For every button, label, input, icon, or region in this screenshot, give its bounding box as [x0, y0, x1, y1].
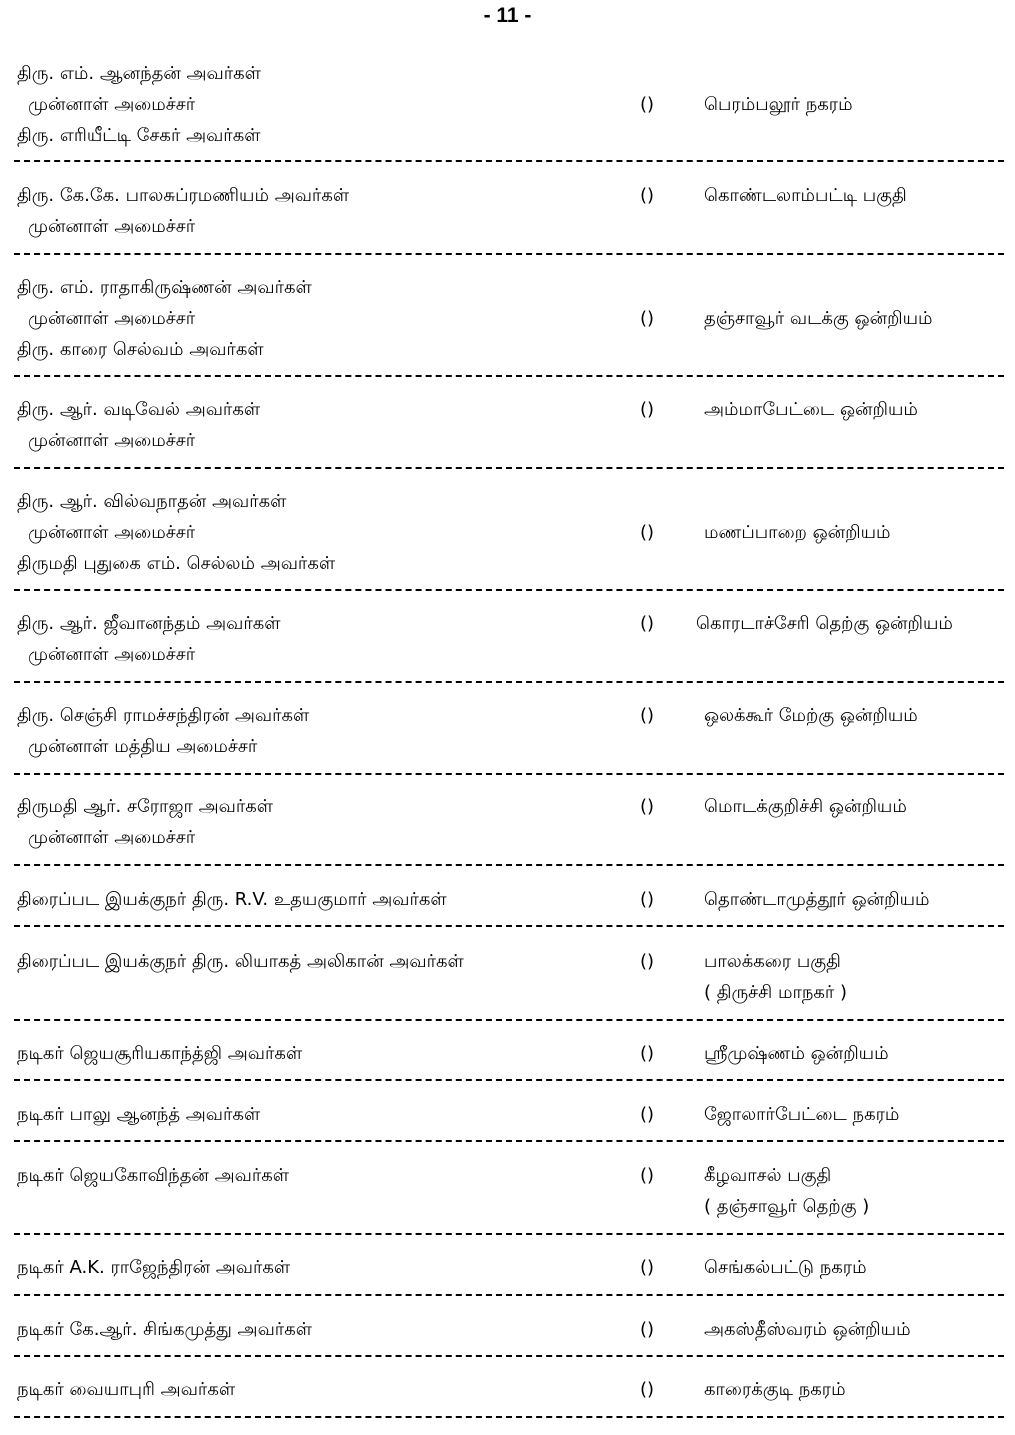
place-name: பாலக்கரை பகுதி	[704, 951, 841, 972]
place-name: கீழவாசல் பகுதி	[704, 1165, 832, 1186]
separator-mark: ()	[640, 399, 655, 420]
person-name: திரு. எம். ராதாகிருஷ்ணன் அவர்கள்	[17, 277, 312, 298]
divider-line	[14, 1416, 1004, 1418]
person-name: நடிகர் A.K. ராஜேந்திரன் அவர்கள்	[17, 1257, 291, 1278]
place-name: கொரடாச்சேரி தெற்கு ஒன்றியம்	[696, 613, 953, 634]
person-name: திரு. செஞ்சி ராமச்சந்திரன் அவர்கள்	[17, 705, 310, 726]
place-name: அம்மாபேட்டை ஒன்றியம்	[704, 399, 918, 420]
separator-mark: ()	[640, 1319, 655, 1340]
divider-line	[14, 773, 1004, 775]
person-title: முன்னாள் அமைச்சர்	[28, 308, 196, 329]
divider-line	[14, 1355, 1004, 1357]
person-name: திருமதி ஆர். சரோஜா அவர்கள்	[17, 796, 273, 817]
person-name-secondary: திரு. காரை செல்வம் அவர்கள்	[17, 339, 264, 360]
place-name: செங்கல்பட்டு நகரம்	[704, 1257, 867, 1278]
place-name: ஜோலார்பேட்டை நகரம்	[704, 1104, 900, 1125]
divider-line	[14, 1140, 1004, 1142]
place-name: தொண்டாமுத்தூர் ஒன்றியம்	[704, 889, 930, 910]
person-title: முன்னாள் மத்திய அமைச்சர்	[28, 736, 258, 757]
divider-line	[14, 160, 1004, 162]
separator-mark: ()	[640, 94, 655, 115]
place-name: தஞ்சாவூர் வடக்கு ஒன்றியம்	[704, 308, 933, 329]
person-name: திரைப்பட இயக்குநர் திரு. R.V. உதயகுமார் அவர்கள்	[17, 889, 447, 910]
separator-mark: ()	[640, 1165, 655, 1186]
separator-mark: ()	[640, 889, 655, 910]
person-title: முன்னாள் அமைச்சர்	[28, 430, 196, 451]
person-name: திரு. ஆர். வடிவேல் அவர்கள்	[17, 399, 261, 420]
person-title: முன்னாள் அமைச்சர்	[28, 522, 196, 543]
divider-line	[14, 589, 1004, 591]
place-name: கொண்டலாம்பட்டி பகுதி	[704, 185, 907, 206]
person-name: நடிகர் பாலு ஆனந்த் அவர்கள்	[17, 1104, 261, 1125]
separator-mark: ()	[640, 1257, 655, 1278]
divider-line	[14, 864, 1004, 866]
place-name: மணப்பாறை ஒன்றியம்	[704, 522, 891, 543]
separator-mark: ()	[640, 613, 655, 634]
divider-line	[14, 925, 1004, 927]
place-note: ( தஞ்சாவூர் தெற்கு )	[704, 1196, 870, 1217]
divider-line	[14, 1233, 1004, 1235]
person-name: நடிகர் கே.ஆர். சிங்கமுத்து அவர்கள்	[17, 1319, 312, 1340]
person-name: திரு. ஆர். வில்வநாதன் அவர்கள்	[17, 491, 287, 512]
person-name: திரைப்பட இயக்குநர் திரு. லியாகத் அலிகான் அவர்கள்	[17, 951, 464, 972]
person-name: நடிகர் ஜெயசூரியகாந்த்ஜி அவர்கள்	[17, 1043, 303, 1064]
separator-mark: ()	[640, 705, 655, 726]
person-name-secondary: திரு. எரியீட்டி சேகர் அவர்கள்	[17, 125, 261, 146]
person-name: திரு. எம். ஆனந்தன் அவர்கள்	[17, 63, 261, 84]
person-title: முன்னாள் அமைச்சர்	[28, 94, 196, 115]
divider-line	[14, 1294, 1004, 1296]
separator-mark: ()	[640, 796, 655, 817]
divider-line	[14, 681, 1004, 683]
person-title: முன்னாள் அமைச்சர்	[28, 216, 196, 237]
place-name: ஸ்ரீமுஷ்ணம் ஒன்றியம்	[704, 1043, 889, 1064]
separator-mark: ()	[640, 185, 655, 206]
separator-mark: ()	[640, 1104, 655, 1125]
separator-mark: ()	[640, 1043, 655, 1064]
place-name: பெரம்பலூர் நகரம்	[704, 94, 853, 115]
person-title: முன்னாள் அமைச்சர்	[28, 644, 196, 665]
separator-mark: ()	[640, 308, 655, 329]
person-name: நடிகர் ஜெயகோவிந்தன் அவர்கள்	[17, 1165, 289, 1186]
divider-line	[14, 1019, 1004, 1021]
person-name: திரு. ஆர். ஜீவானந்தம் அவர்கள்	[17, 613, 281, 634]
page-number: - 11 -	[483, 4, 532, 27]
person-name-secondary: திருமதி புதுகை எம். செல்லம் அவர்கள்	[17, 553, 336, 574]
person-name: நடிகர் வையாபுரி அவர்கள்	[17, 1379, 236, 1400]
divider-line	[14, 253, 1004, 255]
separator-mark: ()	[640, 522, 655, 543]
place-name: அகஸ்தீஸ்வரம் ஒன்றியம்	[704, 1319, 911, 1340]
person-name: திரு. கே.கே. பாலசுப்ரமணியம் அவர்கள்	[17, 185, 350, 206]
separator-mark: ()	[640, 951, 655, 972]
divider-line	[14, 375, 1004, 377]
place-name: ஒலக்கூர் மேற்கு ஒன்றியம்	[704, 705, 918, 726]
person-title: முன்னாள் அமைச்சர்	[28, 827, 196, 848]
separator-mark: ()	[640, 1379, 655, 1400]
place-name: மொடக்குறிச்சி ஒன்றியம்	[704, 796, 907, 817]
place-name: காரைக்குடி நகரம்	[704, 1379, 846, 1400]
place-note: ( திருச்சி மாநகர் )	[704, 982, 848, 1003]
divider-line	[14, 1079, 1004, 1081]
divider-line	[14, 467, 1004, 469]
